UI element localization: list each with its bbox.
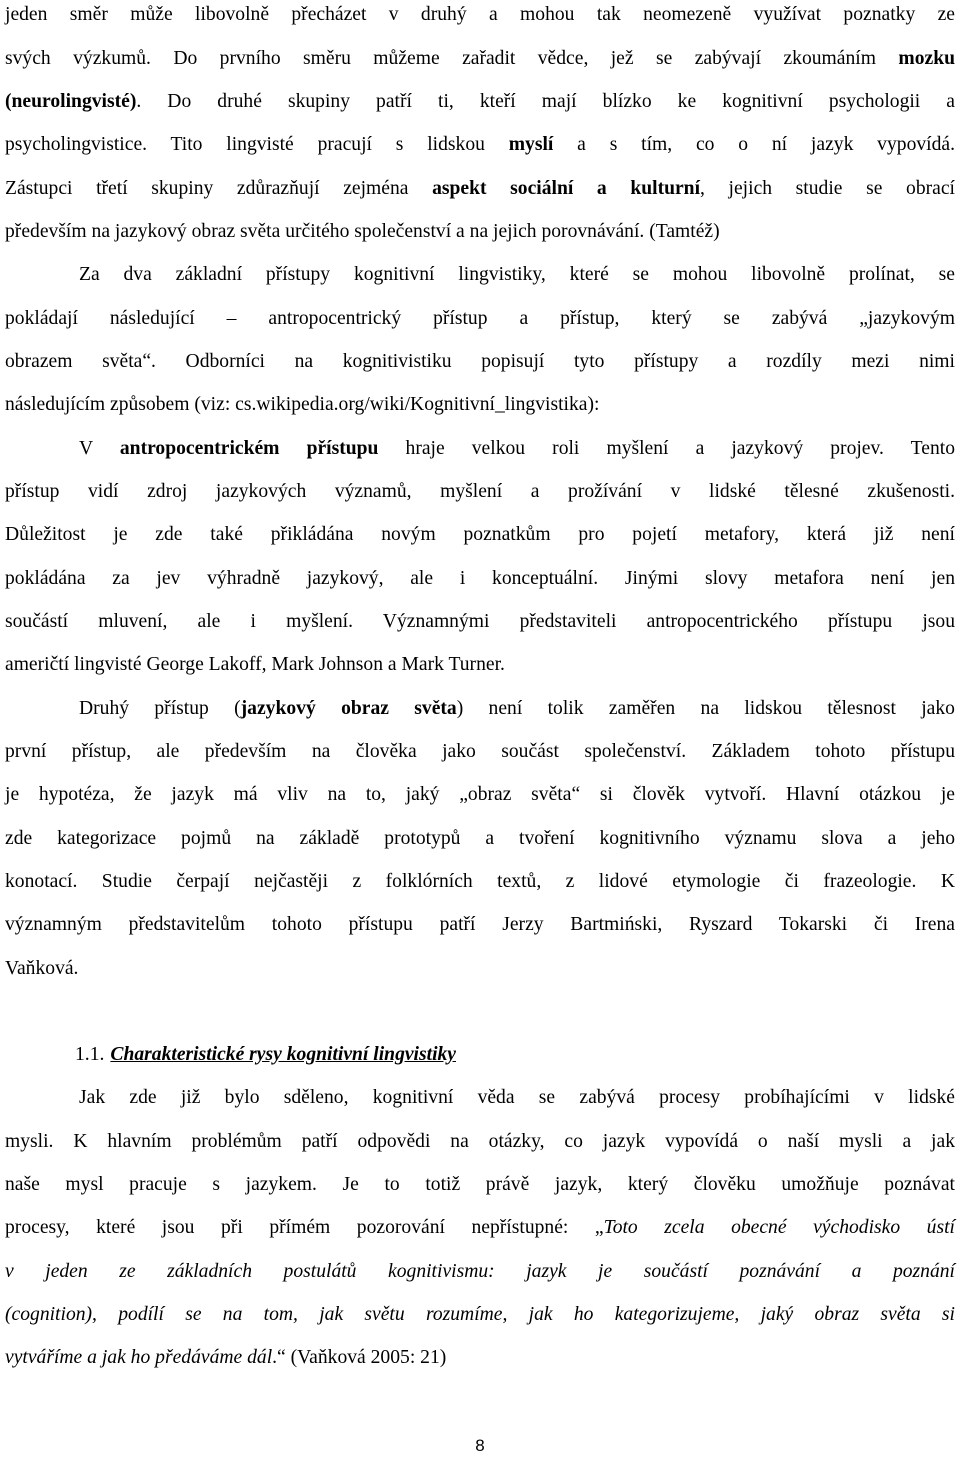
text-line: V antropocentrickém přístupu hraje velkou roli myšlení a jazykový projev. Tento: [79, 438, 955, 459]
bold-term: aspekt sociální a kulturní: [432, 178, 701, 199]
text-line: první přístup, ale především na člověka jako součást společenství. Základem tohoto přístupu: [5, 741, 955, 762]
bold-term: mozku: [898, 48, 955, 69]
text-line: především na jazykový obraz světa určitého společenství a na jejich porovnávání. (Tamtéž): [5, 221, 720, 242]
text-line: psycholingvistice. Tito lingvisté pracují s lidskou myslí a s tím, co o ní jazyk vypovídá.: [5, 134, 955, 155]
page-number: 8: [475, 1436, 485, 1455]
text-line: [5, 1260, 955, 1284]
text-line: pokládána za jev výhradně jazykový, ale i konceptuální. Jinými slovy metafora není jen: [5, 568, 955, 589]
text-line: jeden směr může libovolně přecházet v druhý a mohou tak neomezeně využívat poznatky ze: [5, 4, 955, 25]
text-line: Zástupci třetí skupiny zdůrazňují zejména aspekt sociální a kulturní, jejich studie se obrací: [5, 178, 955, 199]
text-line: [5, 1303, 955, 1327]
quoted-text: (cognition), podílí se na tom, jak světu rozumíme, jak ho kategorizujeme, jaký obraz světa si: [5, 1304, 955, 1325]
text-line: mysli. K hlavním problémům patří odpovědi na otázky, co jazyk vypovídá o naší mysli a jak: [5, 1131, 955, 1152]
bold-term: antropocentrickém přístupu: [119, 438, 379, 459]
text-line: součástí mluvení, ale i myšlení. Významnými představiteli antropocentrického přístupu jsou: [5, 611, 955, 632]
bold-term: (neurolingvisté): [5, 91, 137, 112]
text-line: přístup vidí zdroj jazykových významů, myšlení a prožívání v lidské tělesné zkušenosti.: [5, 481, 955, 502]
bold-term: jazykový obraz světa: [240, 698, 457, 719]
text-line: následujícím způsobem (viz: cs.wikipedia.org/wiki/Kognitivní_lingvistika):: [5, 394, 600, 415]
text-line: svých výzkumů. Do prvního směru můžeme zařadit vědce, jež se zabývají zkoumáním mozku: [5, 48, 955, 69]
bold-term: myslí: [508, 134, 554, 155]
text-line: naše mysl pracuje s jazykem. Je to totiž právě jazyk, který člověku umožňuje poznávat: [5, 1174, 955, 1195]
text-line: Jak zde již bylo sděleno, kognitivní věda se zabývá procesy probíhajícími v lidské: [79, 1087, 955, 1108]
text-line: je hypotéza, že jazyk má vliv na to, jaký „obraz světa“ si člověk vytvoří. Hlavní otázkou je: [5, 784, 955, 805]
text-line: významným představitelům tohoto přístupu patří Jerzy Bartmiński, Ryszard Tokarski či Irena: [5, 914, 955, 935]
quoted-text: v jeden ze základních postulátů kognitivismu: jazyk je součástí poznávání a poznání: [5, 1261, 955, 1282]
text-line: Za dva základní přístupy kognitivní lingvistiky, které se mohou libovolně prolínat, se: [79, 264, 955, 285]
section-heading: [75, 1043, 456, 1067]
section-number: 1.1.: [75, 1044, 105, 1065]
text-line: vytváříme a jak ho předáváme dál.“ (Vaňková 2005: 21): [5, 1347, 447, 1368]
quoted-text: Toto zcela obecné východisko ústí: [603, 1217, 955, 1238]
text-line: američtí lingvisté George Lakoff, Mark Johnson a Mark Turner.: [5, 654, 505, 675]
text-line: procesy, které jsou při přímém pozorování nepřístupné: „Toto zcela obecné východisko ústí: [5, 1217, 955, 1238]
text-line: Důležitost je zde také přikládána novým poznatkům pro pojetí metafory, která již není: [5, 524, 955, 545]
text-line: pokládají následující – antropocentrický přístup a přístup, který se zabývá „jazykovým: [5, 308, 955, 329]
text-line: zde kategorizace pojmů na základě prototypů a tvoření kognitivního významu slova a jeho: [5, 828, 955, 849]
text-line: Druhý přístup (jazykový obraz světa) není tolik zaměřen na lidskou tělesnost jako: [79, 698, 955, 719]
text-line: konotací. Studie čerpají nejčastěji z folklórních textů, z lidové etymologie či frazeologie. K: [5, 871, 955, 892]
section-title: Charakteristické rysy kognitivní lingvistiky: [110, 1044, 457, 1065]
text-line: (neurolingvisté). Do druhé skupiny patří ti, kteří mají blízko ke kognitivní psychologii a: [5, 91, 955, 112]
quoted-text: vytváříme a jak ho předáváme dál: [5, 1347, 273, 1368]
text-line: obrazem světa“. Odborníci na kognitivistiku popisují tyto přístupy a rozdíly mezi nimi: [5, 351, 955, 372]
text-line: Vaňková.: [5, 958, 79, 979]
